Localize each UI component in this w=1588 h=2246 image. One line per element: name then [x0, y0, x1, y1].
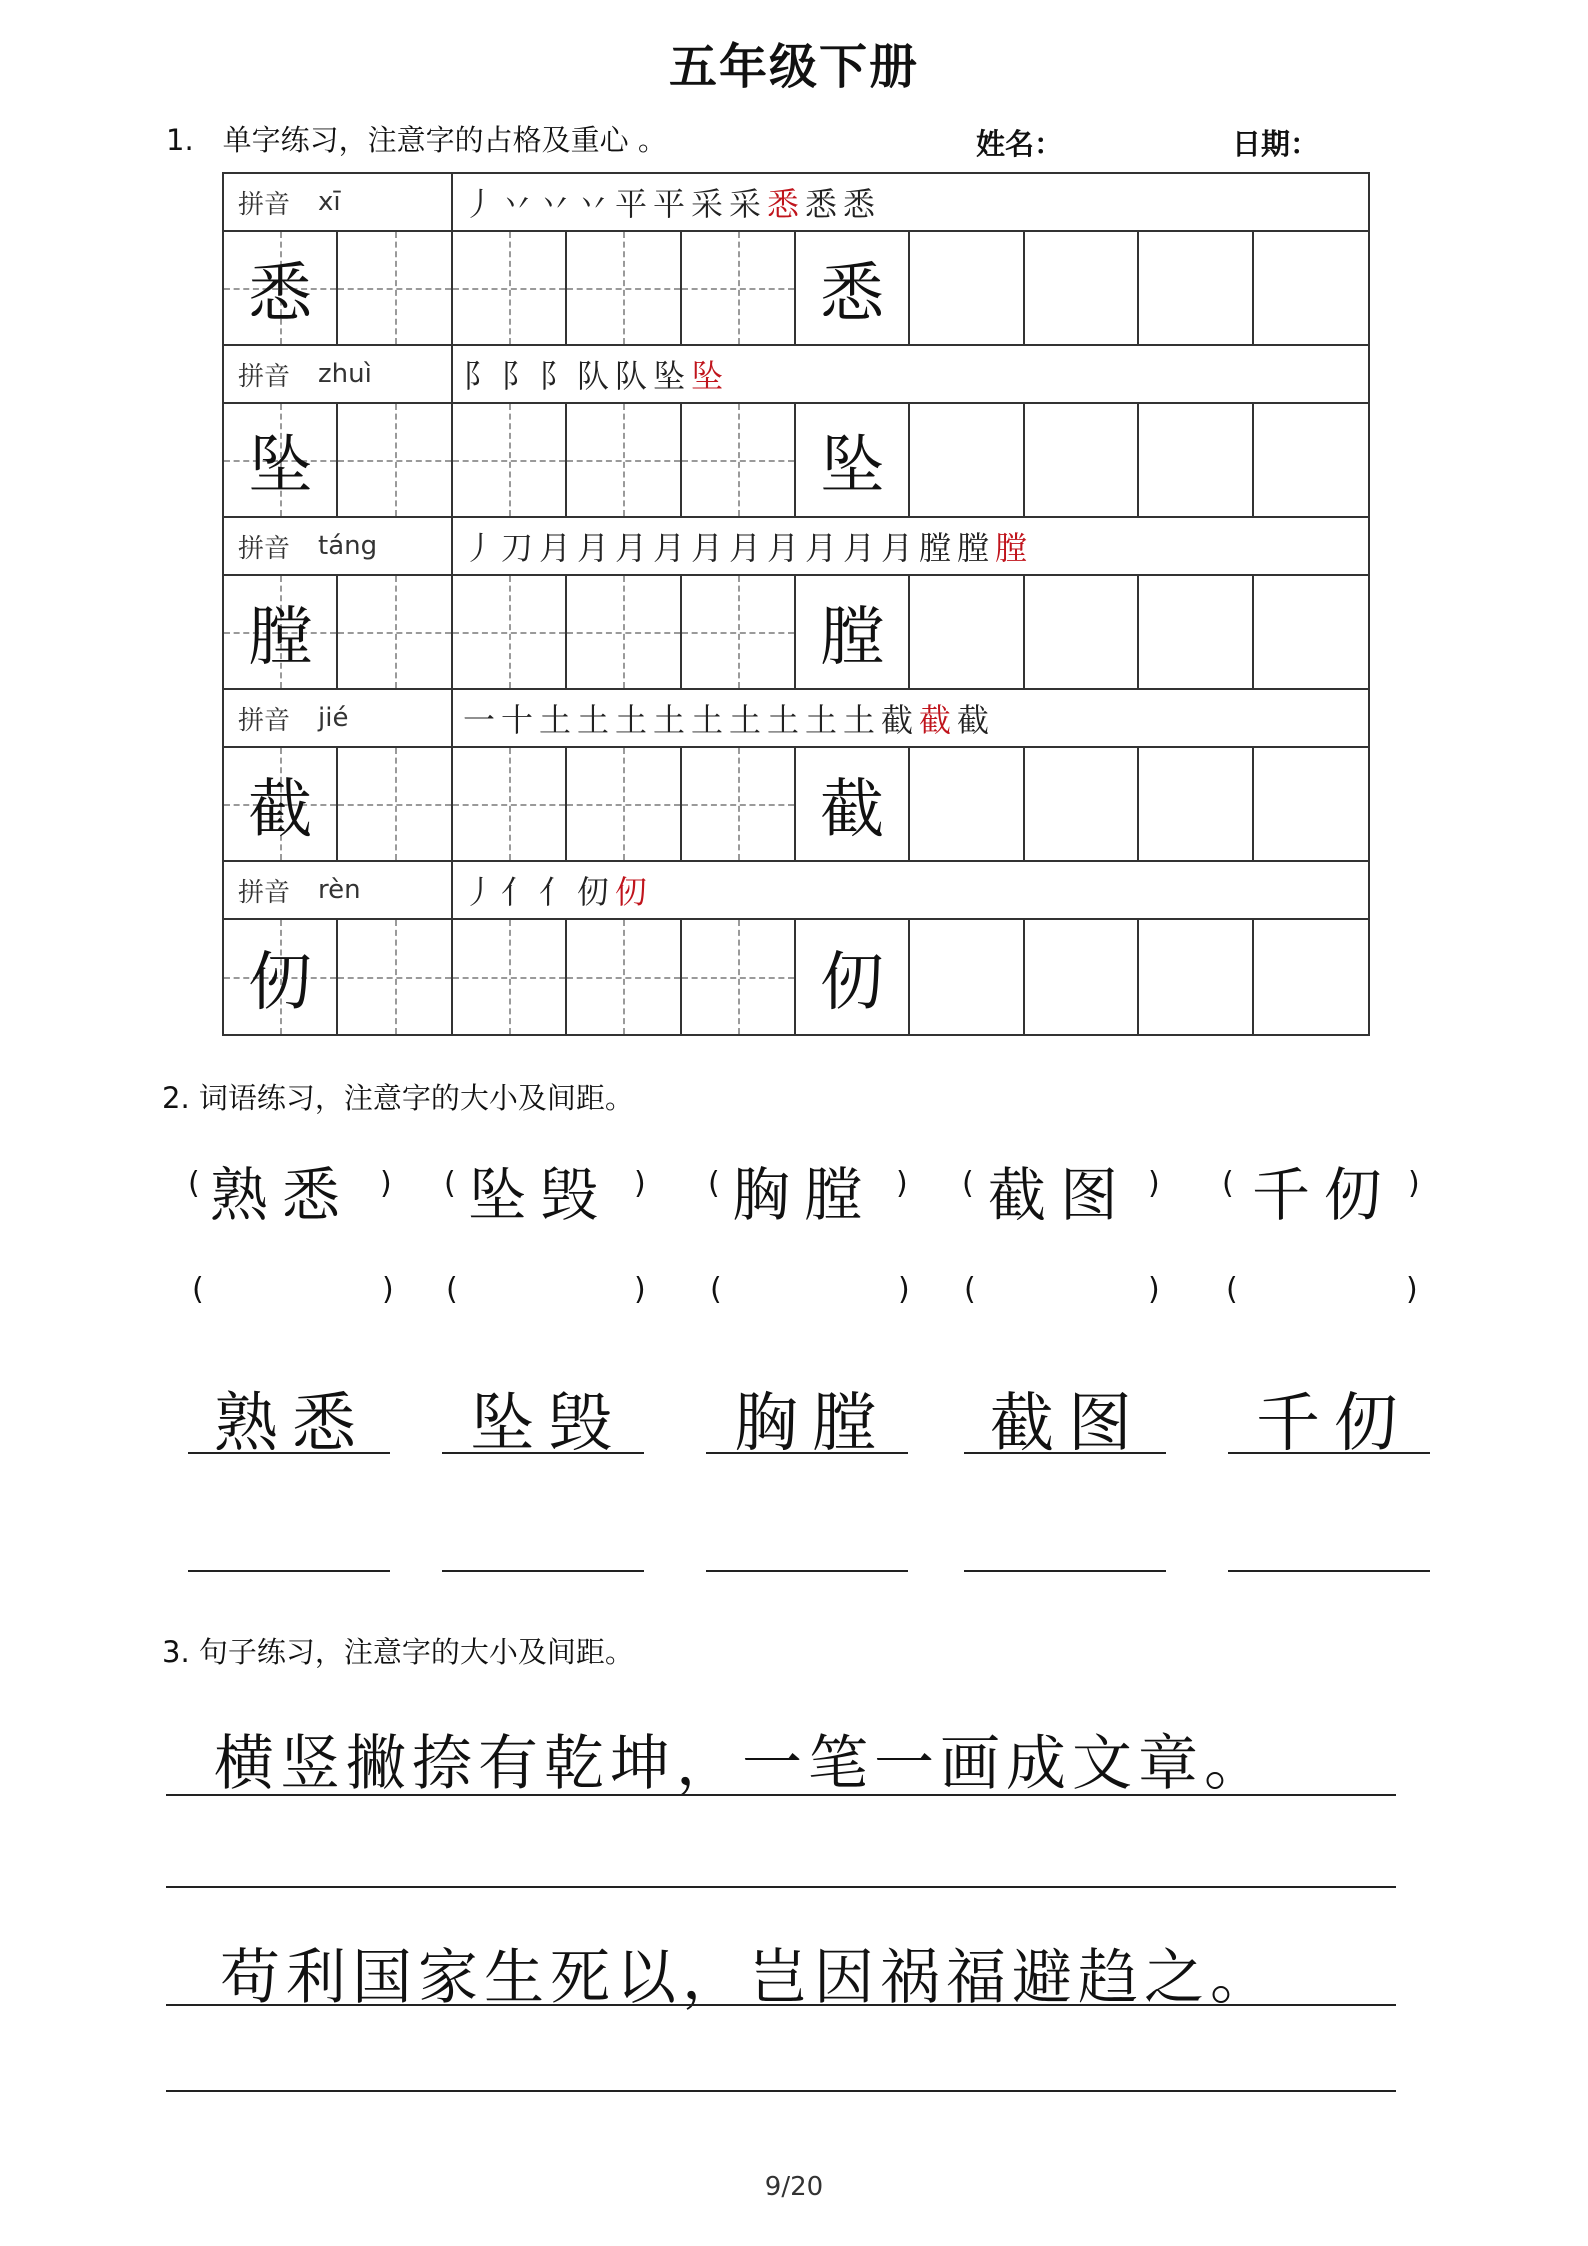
stroke-order: 一十土土土土土土土土土截 截 截	[463, 701, 996, 739]
practice-box[interactable]	[1254, 576, 1368, 688]
practice-box[interactable]	[682, 748, 796, 860]
close-paren: )	[634, 1272, 646, 1307]
stroke-order: 丿丷丷丷平平采采 悉 悉悉	[463, 185, 882, 223]
word-model: 坠毁	[468, 1161, 613, 1229]
pinyin-row	[224, 346, 1368, 404]
practice-box[interactable]	[338, 748, 452, 860]
close-paren: )	[1406, 1272, 1418, 1307]
section2-heading: 2. 词语练习，注意字的大小及间距。	[162, 1081, 634, 1115]
sentence-writing-line[interactable]	[166, 2090, 1396, 2092]
model-character: 坠	[248, 429, 313, 503]
practice-box[interactable]	[910, 920, 1024, 1034]
practice-box[interactable]	[567, 748, 681, 860]
practice-box[interactable]	[910, 232, 1024, 344]
pinyin-value: táng	[318, 531, 378, 561]
open-paren: (	[446, 1272, 458, 1307]
word-model: 胸膛	[732, 1161, 877, 1229]
model-character: 仞	[248, 946, 313, 1020]
model-box	[796, 748, 910, 860]
practice-box[interactable]	[338, 920, 452, 1034]
close-paren: )	[898, 1272, 910, 1307]
word-underline	[442, 1452, 644, 1454]
pinyin-label: 拼音	[238, 189, 291, 220]
practice-box[interactable]	[682, 576, 796, 688]
open-paren: (	[1226, 1272, 1238, 1307]
practice-box[interactable]	[1025, 404, 1139, 516]
model-box	[796, 920, 910, 1034]
section3-heading: 3. 句子练习，注意字的大小及间距。	[162, 1635, 634, 1669]
model-box	[796, 576, 910, 688]
pinyin-value: zhuì	[318, 359, 372, 389]
model-character: 截	[820, 773, 885, 847]
practice-box[interactable]	[682, 404, 796, 516]
close-paren: )	[634, 1166, 646, 1201]
practice-box[interactable]	[567, 404, 681, 516]
practice-box[interactable]	[1025, 232, 1139, 344]
pinyin-row	[224, 862, 1368, 920]
pinyin-label: 拼音	[238, 705, 291, 736]
word-model: 截图	[988, 1161, 1133, 1229]
model-character: 坠	[820, 429, 885, 503]
model-character: 悉	[820, 257, 885, 331]
practice-box[interactable]	[453, 576, 567, 688]
practice-row	[224, 576, 1368, 690]
open-paren: (	[188, 1166, 200, 1201]
sentence-underline	[166, 2004, 1396, 2006]
model-character: 悉	[248, 257, 313, 331]
stroke-order: 丿亻亻仞 仞	[463, 873, 654, 911]
model-box	[224, 920, 338, 1034]
close-paren: )	[380, 1166, 392, 1201]
pinyin-row	[224, 174, 1368, 232]
practice-box[interactable]	[910, 748, 1024, 860]
word-model: 熟悉	[210, 1161, 355, 1229]
word-writing-line[interactable]	[188, 1570, 390, 1572]
pinyin-label: 拼音	[238, 533, 291, 564]
open-paren: (	[962, 1166, 974, 1201]
word-underline	[188, 1452, 390, 1454]
word-underline	[706, 1452, 908, 1454]
model-character: 膛	[820, 601, 885, 675]
word-writing-line[interactable]	[964, 1570, 1166, 1572]
close-paren: )	[1408, 1166, 1420, 1201]
model-box	[224, 404, 338, 516]
practice-box[interactable]	[567, 232, 681, 344]
word-underline	[964, 1452, 1166, 1454]
sentence-model: 横竖撇捺有乾坤，一笔一画成文章。	[214, 1729, 1270, 1799]
practice-box[interactable]	[1139, 232, 1253, 344]
model-box	[224, 232, 338, 344]
word-writing-line[interactable]	[706, 1570, 908, 1572]
practice-box[interactable]	[1254, 404, 1368, 516]
word-model: 胸膛	[734, 1387, 890, 1461]
open-paren: (	[444, 1166, 456, 1201]
practice-row	[224, 404, 1368, 518]
section1-heading: 1. 单字练习，注意字的占格及重心 。	[166, 123, 667, 157]
close-paren: )	[382, 1272, 394, 1307]
sentence-model: 苟利国家生死以，岂因祸福避趋之。	[220, 1943, 1276, 2013]
practice-box[interactable]	[567, 920, 681, 1034]
page-number: 9/20	[764, 2172, 824, 2202]
practice-box[interactable]	[1025, 576, 1139, 688]
practice-box[interactable]	[1254, 920, 1368, 1034]
open-paren: (	[708, 1166, 720, 1201]
sentence-underline	[166, 1794, 1396, 1796]
stroke-order: 丿刀月月月月月月月月月月膛膛 膛	[463, 529, 1034, 567]
word-writing-line[interactable]	[1228, 1570, 1430, 1572]
practice-box[interactable]	[1025, 748, 1139, 860]
pinyin-label: 拼音	[238, 877, 291, 908]
close-paren: )	[1148, 1272, 1160, 1307]
practice-box[interactable]	[567, 576, 681, 688]
practice-box[interactable]	[453, 920, 567, 1034]
practice-box[interactable]	[1254, 748, 1368, 860]
word-writing-line[interactable]	[442, 1570, 644, 1572]
pinyin-label: 拼音	[238, 361, 291, 392]
pinyin-row	[224, 518, 1368, 576]
practice-box[interactable]	[910, 404, 1024, 516]
close-paren: )	[896, 1166, 908, 1201]
page-title: 五年级下册	[668, 39, 919, 95]
practice-box[interactable]	[453, 232, 567, 344]
model-box	[796, 232, 910, 344]
open-paren: (	[964, 1272, 976, 1307]
stroke-order: 阝阝阝队队坠 坠	[463, 357, 730, 395]
model-box	[224, 748, 338, 860]
practice-box[interactable]	[910, 576, 1024, 688]
model-box	[224, 576, 338, 688]
practice-box[interactable]	[682, 232, 796, 344]
practice-box[interactable]	[338, 576, 452, 688]
practice-box[interactable]	[1025, 920, 1139, 1034]
practice-row	[224, 920, 1368, 1034]
word-model: 千仞	[1256, 1387, 1412, 1461]
model-character: 截	[248, 773, 313, 847]
practice-row	[224, 748, 1368, 862]
word-underline	[1228, 1452, 1430, 1454]
sentence-writing-line[interactable]	[166, 1886, 1396, 1888]
model-box	[796, 404, 910, 516]
practice-box[interactable]	[1254, 232, 1368, 344]
practice-box[interactable]	[1139, 576, 1253, 688]
word-model: 截图	[990, 1387, 1146, 1461]
practice-row	[224, 232, 1368, 346]
pinyin-value: xī	[318, 187, 341, 217]
pinyin-value: jié	[318, 703, 349, 733]
pinyin-row	[224, 690, 1368, 748]
open-paren: (	[192, 1272, 204, 1307]
word-model: 坠毁	[470, 1387, 626, 1461]
practice-box[interactable]	[338, 232, 452, 344]
word-model: 千仞	[1252, 1161, 1397, 1229]
practice-box[interactable]	[1139, 404, 1253, 516]
practice-box[interactable]	[453, 748, 567, 860]
practice-box[interactable]	[338, 404, 452, 516]
word-model: 熟悉	[214, 1387, 370, 1461]
model-character: 仞	[820, 946, 885, 1020]
model-character: 膛	[248, 601, 313, 675]
practice-box[interactable]	[682, 920, 796, 1034]
practice-box[interactable]	[1139, 748, 1253, 860]
character-practice-grid	[222, 172, 1370, 1036]
open-paren: (	[1222, 1166, 1234, 1201]
close-paren: )	[1148, 1166, 1160, 1201]
open-paren: (	[710, 1272, 722, 1307]
date-label: 日期：	[1232, 127, 1320, 161]
pinyin-value: rèn	[318, 875, 361, 905]
practice-box[interactable]	[453, 404, 567, 516]
name-label: 姓名：	[976, 127, 1064, 161]
practice-box[interactable]	[1139, 920, 1253, 1034]
